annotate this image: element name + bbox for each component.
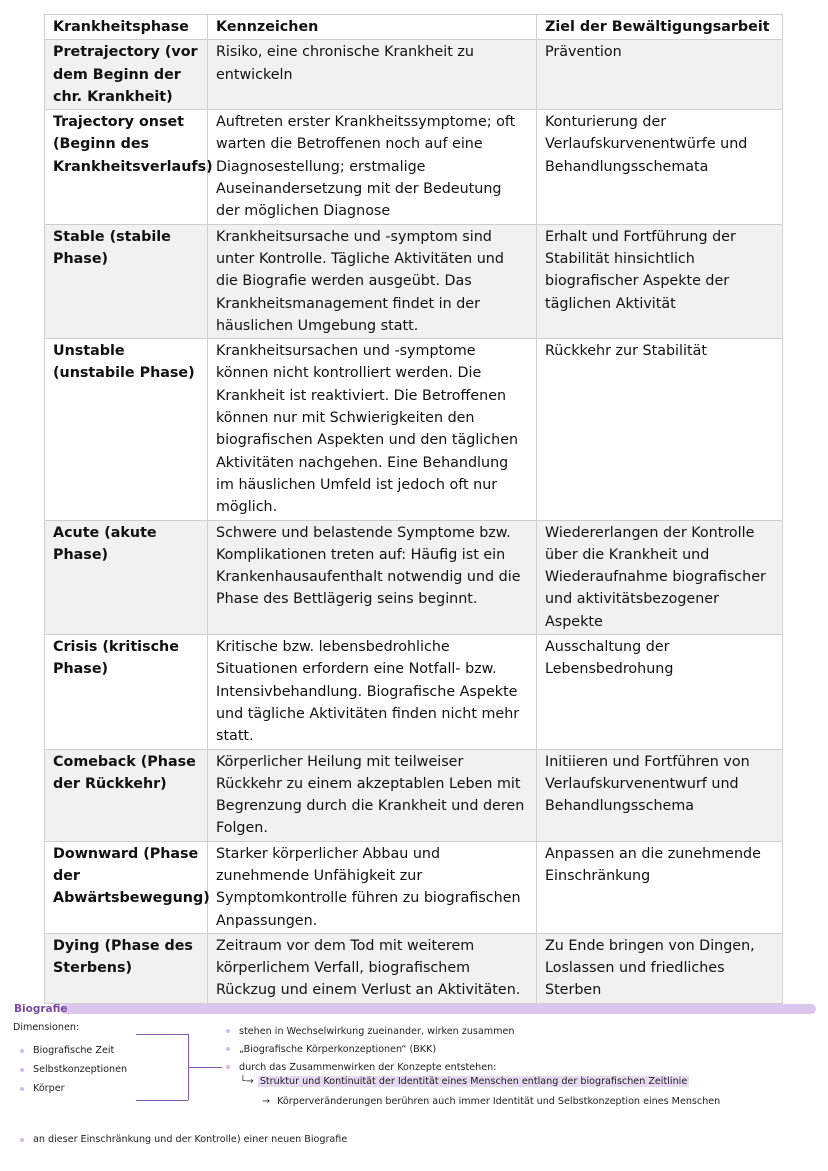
list-item bbox=[20, 1079, 127, 1098]
list-item bbox=[20, 1041, 127, 1060]
phase-cell: Acute (akute Phase) bbox=[45, 520, 208, 634]
ziel-cell: Konturierung der Verlaufskurvenentwürfe und Behandlungsschemata bbox=[537, 110, 783, 224]
sub-point-body bbox=[262, 1096, 720, 1107]
table-row bbox=[45, 933, 783, 1003]
title-highlight-bar bbox=[60, 1004, 816, 1014]
kennzeichen-cell: Schwere und belastende Symptome bzw. Komplikationen treten auf: Häufig ist ein Krankenhausaufenthalt notwendig und die Phase des Bettlägerig seins beginnt. bbox=[208, 520, 537, 634]
list-item bbox=[226, 1022, 514, 1040]
table-row bbox=[45, 635, 783, 749]
ziel-cell: Initiieren und Fortführen von Verlaufskurvenentwurf und Behandlungsschema bbox=[537, 749, 783, 841]
phase-cell: Downward (Phase der Abwärtsbewegung) bbox=[45, 841, 208, 933]
point-text: stehen in Wechselwirkung zueinander, wirken zusammen bbox=[239, 1025, 515, 1037]
ziel-cell: Prävention bbox=[537, 40, 783, 110]
phase-cell: Stable (stabile Phase) bbox=[45, 224, 208, 338]
header-kennzeichen: Kennzeichen bbox=[208, 15, 537, 40]
bottom-note-text: an dieser Einschränkung und der Kontrolle) einer neuen Biografie bbox=[33, 1134, 348, 1145]
arrow-icon: └→ bbox=[240, 1076, 254, 1087]
bottom-note bbox=[20, 1134, 347, 1145]
ziel-cell: Wiedererlangen der Kontrolle über die Krankheit und Wiederaufnahme biografischer und aktivitätsbezogener Aspekte bbox=[537, 520, 783, 634]
list-item bbox=[226, 1058, 514, 1076]
table-row bbox=[45, 339, 783, 520]
phase-cell: Crisis (kritische Phase) bbox=[45, 635, 208, 749]
sub-point-identity bbox=[240, 1076, 689, 1087]
bracket-top-line bbox=[136, 1034, 188, 1035]
point-text: durch das Zusammenwirken der Konzepte entstehen: bbox=[239, 1061, 497, 1073]
phase-cell: Dying (Phase des Sterbens) bbox=[45, 933, 208, 1003]
ziel-cell: Anpassen an die zunehmende Einschränkung bbox=[537, 841, 783, 933]
points-list bbox=[226, 1022, 514, 1076]
list-item bbox=[20, 1060, 127, 1079]
sub-point-text: Struktur und Kontinuität der Identität eines Menschen entlang der biografischen Zeitlinie bbox=[259, 1076, 688, 1087]
notes-title: Biografie bbox=[14, 1003, 68, 1015]
arrow-icon: → bbox=[262, 1096, 271, 1107]
table-row bbox=[45, 110, 783, 224]
illness-trajectory-table bbox=[44, 14, 783, 1004]
table-row bbox=[45, 520, 783, 634]
kennzeichen-cell: Risiko, eine chronische Krankheit zu entwickeln bbox=[208, 40, 537, 110]
ziel-cell: Rückkehr zur Stabilität bbox=[537, 339, 783, 520]
header-ziel: Ziel der Bewältigungsarbeit bbox=[537, 15, 783, 40]
phase-cell: Trajectory onset (Beginn des Krankheitsverlaufs) bbox=[45, 110, 208, 224]
bullet-icon bbox=[20, 1138, 24, 1142]
phase-cell: Comeback (Phase der Rückkehr) bbox=[45, 749, 208, 841]
table-header-row bbox=[45, 15, 783, 40]
ziel-cell: Erhalt und Fortführung der Stabilität hinsichtlich biografischer Aspekte der täglichen Aktivität bbox=[537, 224, 783, 338]
point-text: „Biografische Körperkonzeptionen“ (BKK) bbox=[239, 1043, 437, 1055]
list-item bbox=[226, 1040, 514, 1058]
dimensions-list bbox=[20, 1041, 127, 1098]
phase-cell: Pretrajectory (vor dem Beginn der chr. Krankheit) bbox=[45, 40, 208, 110]
bullet-icon bbox=[226, 1029, 230, 1033]
dimensions-label: Dimensionen: bbox=[13, 1022, 80, 1033]
ziel-cell: Zu Ende bringen von Dingen, Loslassen und friedliches Sterben bbox=[537, 933, 783, 1003]
table-row bbox=[45, 841, 783, 933]
dimension-label: Biografische Zeit bbox=[33, 1045, 115, 1056]
table-row bbox=[45, 749, 783, 841]
ziel-cell: Ausschaltung der Lebensbedrohung bbox=[537, 635, 783, 749]
bullet-icon bbox=[226, 1047, 230, 1051]
bracket-bottom-line bbox=[136, 1100, 188, 1101]
kennzeichen-cell: Krankheitsursache und -symptom sind unter Kontrolle. Tägliche Aktivitäten und die Biografie werden ausgeübt. Das Krankheitsmanagement findet in der häuslichen Umgebung statt. bbox=[208, 224, 537, 338]
bracket-connector-line bbox=[188, 1067, 222, 1068]
dimension-label: Selbstkonzeptionen bbox=[33, 1064, 128, 1075]
dimension-label: Körper bbox=[33, 1083, 65, 1094]
kennzeichen-cell: Kritische bzw. lebensbedrohliche Situationen erfordern eine Notfall- bzw. Intensivbehandlung. Biografische Aspekte und tägliche Aktivitäten finden nicht mehr statt. bbox=[208, 635, 537, 749]
bullet-icon bbox=[20, 1049, 24, 1053]
kennzeichen-cell: Zeitraum vor dem Tod mit weiterem körperlichem Verfall, biografischem Rückzug und einem Verlust an Aktivitäten. bbox=[208, 933, 537, 1003]
kennzeichen-cell: Körperlicher Heilung mit teilweiser Rückkehr zu einem akzeptablen Leben mit Begrenzung durch die Krankheit und deren Folgen. bbox=[208, 749, 537, 841]
bullet-icon bbox=[20, 1087, 24, 1091]
bullet-icon bbox=[226, 1065, 230, 1069]
bullet-icon bbox=[20, 1068, 24, 1072]
kennzeichen-cell: Krankheitsursachen und -symptome können nicht kontrolliert werden. Die Krankheit ist reaktiviert. Die Betroffenen können nur mit Schwierigkeiten den biografischen Aspekten und den täglichen Aktivitäten nachgehen. Eine Behandlung im häuslichen Umfeld ist jedoch oft nur möglich. bbox=[208, 339, 537, 520]
header-phase: Krankheitsphase bbox=[45, 15, 208, 40]
kennzeichen-cell: Auftreten erster Krankheitssymptome; oft warten die Betroffenen noch auf eine Diagnosestellung; erstmalige Auseinandersetzung mit der Bedeutung der möglichen Diagnose bbox=[208, 110, 537, 224]
sub-point-text: Körperveränderungen berühren auch immer Identität und Selbstkonzeption eines Menschen bbox=[277, 1096, 721, 1107]
kennzeichen-cell: Starker körperlicher Abbau und zunehmende Unfähigkeit zur Symptomkontrolle führen zu biografischen Anpassungen. bbox=[208, 841, 537, 933]
table-row bbox=[45, 40, 783, 110]
phase-cell: Unstable (unstabile Phase) bbox=[45, 339, 208, 520]
table-row bbox=[45, 224, 783, 338]
